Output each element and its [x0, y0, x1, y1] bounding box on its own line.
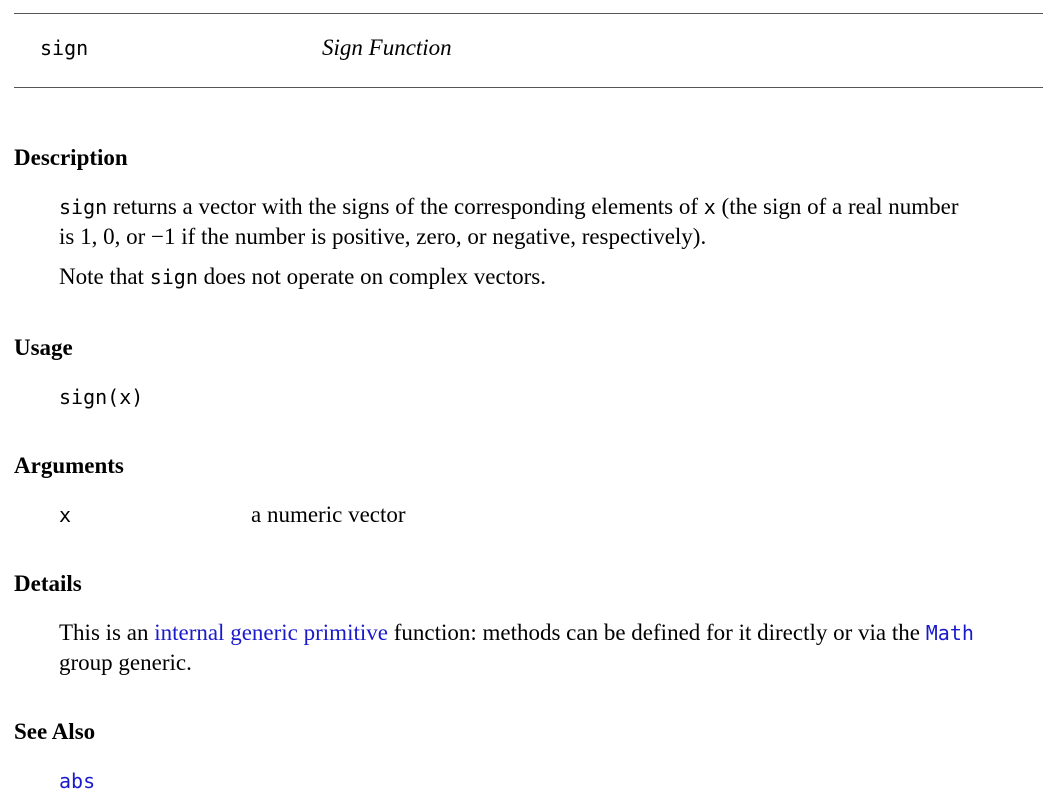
details-text: function: methods can be defined for it directly or via the [387, 620, 926, 645]
argument-description: a numeric vector [251, 502, 406, 527]
see-also-heading: See Also [14, 719, 96, 744]
description-text: returns a vector with the signs of the corresponding elements of [107, 194, 704, 219]
arguments-heading: Arguments [14, 453, 124, 478]
description-text: (the sign of a real number [715, 194, 959, 219]
abs-link[interactable]: abs [59, 769, 96, 793]
description-text: does not operate on complex vectors. [197, 264, 546, 289]
inline-code: sign [149, 265, 198, 289]
header-function-name: sign [40, 36, 89, 60]
usage-heading: Usage [14, 335, 73, 360]
math-link[interactable]: Math [925, 621, 974, 645]
details-text: This is an [59, 620, 155, 645]
details-heading: Details [14, 571, 82, 596]
description-paragraph-1 [59, 192, 958, 252]
details-text: group generic. [59, 650, 192, 675]
argument-name: x [59, 503, 72, 527]
inline-code: sign [59, 195, 108, 219]
details-paragraph [59, 618, 974, 678]
header-title: Sign Function [322, 35, 452, 60]
usage-code: sign(x) [59, 385, 144, 409]
description-paragraph-2 [59, 262, 546, 292]
description-heading: Description [14, 145, 128, 170]
inline-code: x [703, 195, 716, 219]
header-rule-bottom [14, 87, 1043, 88]
header-rule-top [14, 13, 1043, 14]
description-text: is 1, 0, or −1 if the number is positive, zero, or negative, respectively). [59, 224, 707, 249]
description-text: Note that [59, 264, 150, 289]
internal-generic-primitive-link[interactable]: internal generic primitive [154, 620, 388, 645]
